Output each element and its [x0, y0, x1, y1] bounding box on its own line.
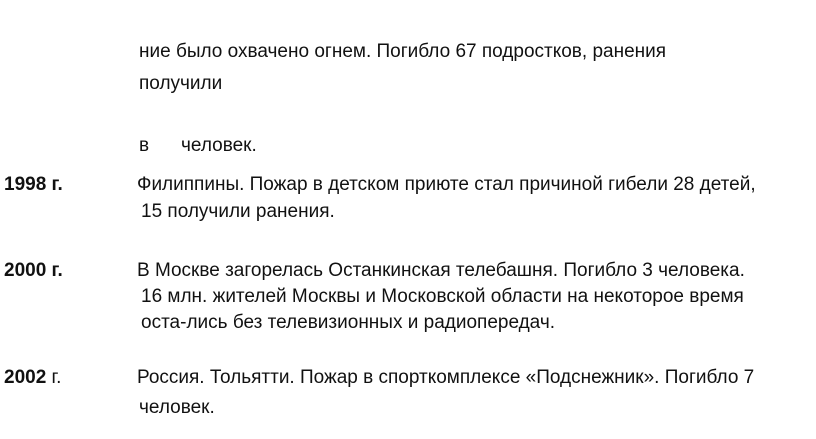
entry-2000-line-1: В Москве загорелась Останкинская телебашня. Погибло 3 человека. — [137, 260, 745, 281]
intro-line-3-left: в — [139, 135, 150, 156]
entry-year-2002-suffix: г. — [46, 367, 62, 388]
entry-2000-line-2: 16 млн. жителей Москвы и Московской области на некоторое время — [141, 286, 744, 307]
entry-1998-line-1: Филиппины. Пожар в детском приюте стал причиной гибели 28 детей, — [137, 174, 756, 195]
entry-year-2000: 2000 г. — [4, 260, 63, 281]
intro-line-1: ние было охвачено огнем. Погибло 67 подростков, ранения — [139, 41, 667, 62]
entry-year-1998: 1998 г. — [4, 174, 63, 195]
intro-line-3-right: человек. — [181, 135, 257, 156]
intro-line-2: получили — [139, 73, 223, 94]
entry-1998-line-2: 15 получили ранения. — [141, 201, 335, 222]
entry-2002-line-2: человек. — [139, 397, 215, 418]
entry-2000-line-3: оста-лись без телевизионных и радиопередач. — [141, 312, 556, 333]
entry-year-2002 — [4, 363, 61, 393]
entry-year-2002-number: 2002 — [4, 367, 47, 388]
entry-2002-line-1: Россия. Тольятти. Пожар в спорткомплексе «Подснежник». Погибло 7 — [137, 367, 755, 388]
